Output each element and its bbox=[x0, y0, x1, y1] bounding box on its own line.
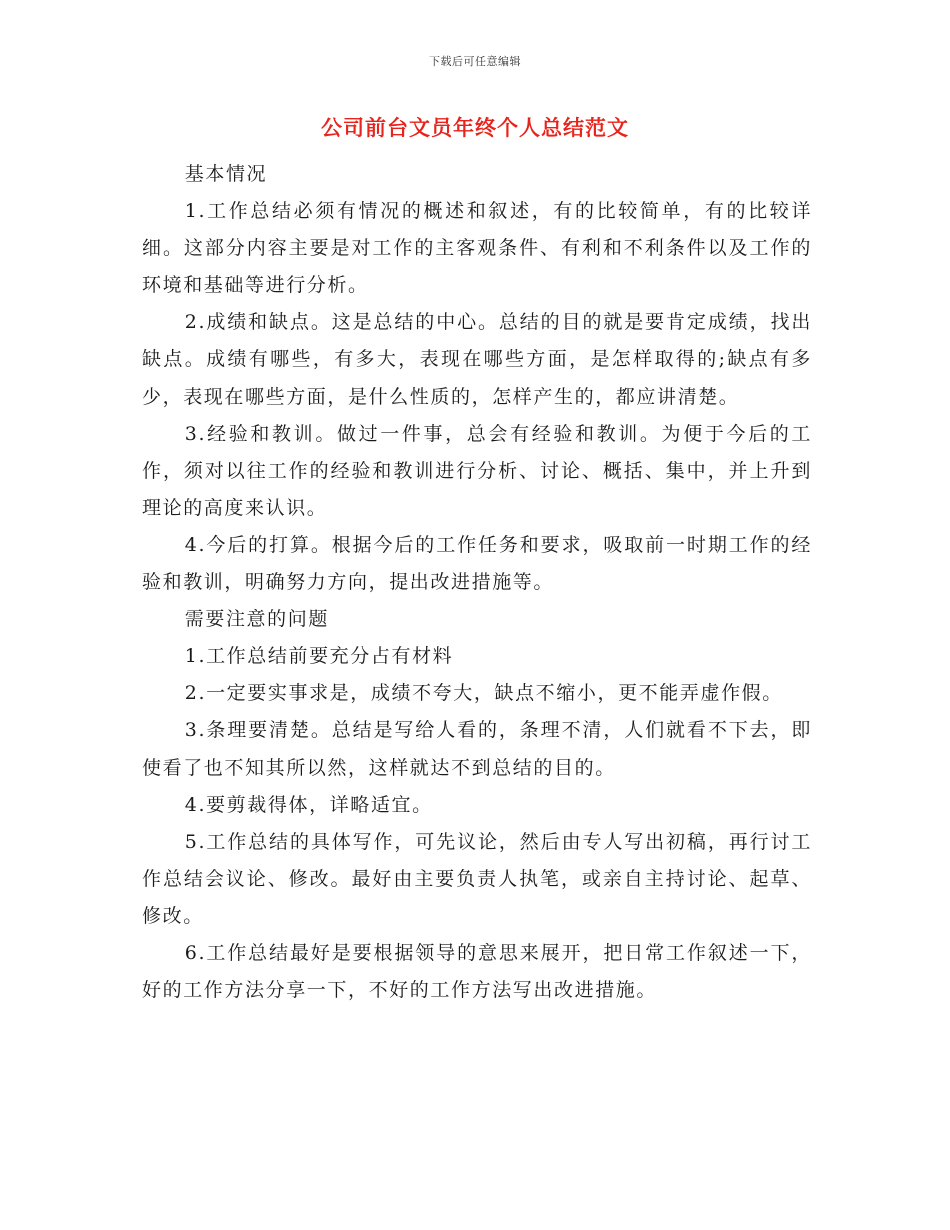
paragraph: 2.一定要实事求是，成绩不夸大，缺点不缩小，更不能弄虚作假。 bbox=[184, 682, 783, 705]
header-note: 下载后可任意编辑 bbox=[429, 55, 521, 68]
paragraph: 1.工作总结必须有情况的概述和叙述，有的比较简单，有的比较详细。这部分内容主要是对工作的主客观条件、有利和不利条件以及工作的环境和基础等进行分析。 bbox=[142, 200, 812, 297]
paragraph: 6.工作总结最好是要根据领导的意思来展开，把日常工作叙述一下，好的工作方法分享一下，不好的工作方法写出改进措施。 bbox=[142, 941, 812, 1002]
paragraph: 4.要剪裁得体，详略适宜。 bbox=[184, 793, 433, 816]
paragraph: 4.今后的打算。根据今后的工作任务和要求，吸取前一时期工作的经验和教训，明确努力方向，提出改进措施等。 bbox=[142, 533, 812, 594]
paragraph: 2.成绩和缺点。这是总结的中心。总结的目的就是要肯定成绩，找出缺点。成绩有哪些，有多大，表现在哪些方面，是怎样取得的;缺点有多少，表现在哪些方面，是什么性质的，怎样产生的，都应讲清楚。 bbox=[142, 311, 812, 408]
paragraph: 3.经验和教训。做过一件事，总会有经验和教训。为便于今后的工作，须对以往工作的经验和教训进行分析、讨论、概括、集中，并上升到理论的高度来认识。 bbox=[142, 422, 812, 519]
document-title: 公司前台文员年终个人总结范文 bbox=[321, 116, 629, 140]
section-heading-basic: 基本情况 bbox=[184, 163, 268, 185]
paragraph: 1.工作总结前要充分占有材料 bbox=[184, 645, 454, 668]
section-heading-notes: 需要注意的问题 bbox=[184, 608, 329, 631]
document-body bbox=[142, 156, 812, 1009]
paragraph: 3.条理要清楚。总结是写给人看的，条理不清，人们就看不下去，即使看了也不知其所以然，这样就达不到总结的目的。 bbox=[142, 719, 812, 779]
paragraph: 5.工作总结的具体写作，可先议论，然后由专人写出初稿，再行讨工作总结会议论、修改。最好由主要负责人执笔，或亲自主持讨论、起草、修改。 bbox=[142, 830, 812, 927]
